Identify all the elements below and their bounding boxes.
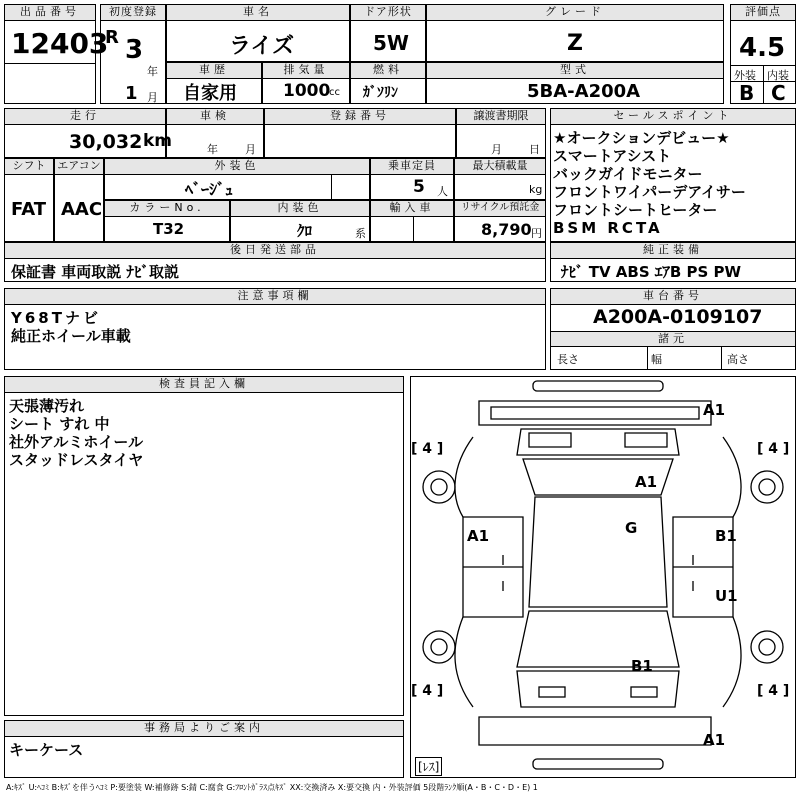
notes-line: Y68Tナビ: [11, 309, 101, 327]
equipment-label: 純正装備: [551, 243, 795, 259]
shift-value: FAT: [11, 199, 47, 220]
reg-month: 1: [125, 83, 138, 104]
transfer-box: [456, 108, 546, 158]
ext-color-box: [104, 158, 370, 200]
tire-rear-right: [ 4 ]: [757, 683, 790, 699]
interior-grade: C: [771, 81, 786, 105]
mileage-label: 走行: [5, 109, 165, 125]
office-box: [4, 720, 404, 778]
inspection-label: 車検: [167, 109, 263, 125]
transfer-month-unit: 月: [491, 143, 502, 156]
lot-label: 出品番号: [5, 5, 95, 21]
specs-label: 諸元: [551, 331, 795, 347]
first-reg-label: 初度登録: [101, 5, 165, 21]
aircon-label: エアコン: [55, 159, 103, 175]
sales-points-box: [550, 108, 796, 242]
mileage-value: 30,032: [69, 131, 143, 153]
door-value: 5W: [373, 31, 409, 55]
grade-value: Z: [567, 31, 583, 56]
chassis-label: 車台番号: [551, 289, 795, 305]
later-parts-box: [4, 242, 546, 282]
exterior-grade: B: [739, 81, 755, 105]
model-label: 型式: [427, 63, 723, 79]
capacity-box: [370, 158, 454, 200]
tire-rear-left: [ 4 ]: [411, 683, 444, 699]
notes-box: [4, 288, 546, 370]
length-label: 長さ: [557, 353, 579, 366]
fuel-label: 燃料: [351, 63, 425, 79]
history-box: [166, 62, 262, 104]
inspector-label: 検査員記入欄: [5, 377, 403, 393]
inspector-box: [4, 376, 404, 716]
car-name-label: 車名: [167, 5, 349, 21]
recycle-unit: 円: [531, 227, 542, 240]
later-parts-value: 保証書 車両取説 ﾅﾋﾞ取説: [11, 263, 179, 281]
later-parts-label: 後日発送部品: [5, 243, 545, 259]
era: R: [105, 27, 119, 48]
equipment-box: [550, 242, 796, 282]
door-box: [350, 4, 426, 62]
width-label: 幅: [651, 353, 662, 366]
capacity-unit: 人: [437, 185, 448, 198]
history-value: 自家用: [183, 83, 237, 104]
equipment-value: ﾅﾋﾞ TV ABS ｴｱB PS PW: [561, 263, 742, 281]
tire-front-left: [ 4 ]: [411, 441, 444, 457]
transfer-label: 譲渡書期限: [457, 109, 545, 125]
model-value: 5BA-A200A: [527, 81, 641, 102]
reg-year: 3: [125, 35, 144, 65]
height-label: 高さ: [727, 353, 749, 366]
shift-box: [4, 158, 54, 242]
mileage-box: [4, 108, 173, 158]
inspection-year-unit: 年: [207, 143, 218, 156]
car-name: ライズ: [229, 34, 295, 59]
damage-mark-right-front-door: B1: [715, 527, 737, 545]
chassis-box: [550, 288, 796, 370]
sales-line: フロントシートヒーター: [553, 201, 718, 219]
max-load-label: 最大積載量: [455, 159, 545, 175]
interior-label: 内装: [767, 69, 789, 82]
int-color-box: [230, 200, 370, 242]
sales-line: BSM RCTA: [553, 219, 663, 237]
chassis-value: A200A-0109107: [593, 306, 763, 328]
spare-tire: [ﾚｽ]: [415, 757, 442, 776]
damage-mark-front: A1: [703, 401, 726, 419]
transfer-day-unit: 日: [529, 143, 540, 156]
recycle-label: リサイクル預託金: [455, 201, 545, 217]
car-diagram: [410, 376, 796, 778]
score-value: 4.5: [739, 33, 786, 63]
max-load-unit: kg: [529, 183, 543, 196]
color-no-box: [104, 200, 230, 242]
inspection-month-unit: 月: [245, 143, 256, 156]
damage-mark-glass: G: [625, 519, 638, 537]
office-label: 事務局よりご案内: [5, 721, 403, 737]
damage-mark-rear-bumper: A1: [703, 731, 726, 749]
mileage-unit: km: [143, 131, 173, 151]
office-value: キーケース: [9, 741, 84, 759]
notes-line: 純正ホイール車載: [11, 327, 131, 345]
ext-color-label: 外装色: [105, 159, 369, 175]
tire-front-right: [ 4 ]: [757, 441, 790, 457]
damage-mark-rear: B1: [631, 657, 653, 675]
damage-mark-right-rear-door: U1: [715, 587, 738, 605]
grade-box: [426, 4, 724, 62]
history-label: 車歴: [167, 63, 261, 79]
exterior-label: 外装: [734, 69, 756, 82]
year-unit: 年: [147, 65, 158, 78]
car-outline: [411, 377, 795, 777]
door-label: ドア形状: [351, 5, 425, 21]
sales-line: ★オークションデビュー★: [553, 129, 730, 147]
fuel-value: ｶﾞｿﾘﾝ: [363, 85, 398, 101]
shift-label: シフト: [5, 159, 53, 175]
color-no-value: T32: [153, 220, 185, 238]
capacity-value: 5: [413, 177, 425, 197]
fuel-box: [350, 62, 426, 104]
sales-line: フロントワイパーデアイサー: [553, 183, 746, 201]
displacement-value: 1000: [283, 81, 331, 101]
displacement-box: [262, 62, 350, 104]
aircon-value: AAC: [61, 199, 103, 220]
reg-no-label: 登録番号: [265, 109, 455, 125]
reg-no-box: [264, 108, 456, 158]
inspector-line: シート すれ 中: [9, 415, 110, 433]
notes-label: 注意事項欄: [5, 289, 545, 305]
displacement-unit: cc: [329, 87, 340, 98]
score-box: [730, 4, 796, 104]
damage-mark-left-door: A1: [467, 527, 490, 545]
sales-line: スマートアシスト: [553, 147, 672, 165]
aircon-box: [54, 158, 104, 242]
import-label: 輸入車: [371, 201, 453, 217]
import-box: [370, 200, 454, 242]
ext-color-value: ﾍﾞｰｼﾞｭ: [185, 180, 234, 199]
damage-mark-hood: A1: [635, 473, 658, 491]
inspector-line: 社外アルミホイール: [9, 433, 144, 451]
first-registration-box: [100, 4, 166, 104]
sales-line: バックガイドモニター: [553, 165, 703, 183]
displacement-label: 排気量: [263, 63, 349, 79]
sales-points-label: セールスポイント: [551, 109, 795, 125]
inspector-line: 天張薄汚れ: [9, 397, 85, 415]
car-name-box: [166, 4, 350, 62]
int-color-unit: 系: [355, 227, 366, 240]
inspection-box: [166, 108, 264, 158]
max-load-box: [454, 158, 546, 200]
lot-box: [4, 4, 109, 104]
legend: A:ｷｽﾞ U:ﾍｺﾐ B:ｷｽﾞを伴うﾍｺﾐ P:要塗装 W:補修跡 S:錆 C:腐食 G:ﾌﾛﾝﾄｶﾞﾗｽ点ｷｽﾞ XX:交換済み X:要交換 内・外装評価 5段階ﾗﾝｸ順(A・B・C・D・E) 1: [6, 783, 538, 792]
inspector-line: スタッドレスタイヤ: [9, 451, 144, 469]
recycle-value: 8,790: [481, 220, 532, 239]
grade-label: グレード: [427, 5, 723, 21]
int-color-label: 内装色: [231, 201, 369, 217]
recycle-box: [454, 200, 546, 242]
color-no-label: カラーNo.: [105, 201, 229, 217]
capacity-label: 乗車定員: [371, 159, 453, 175]
model-box: [426, 62, 724, 104]
int-color-value: ｸﾛ: [297, 222, 313, 240]
score-label: 評価点: [731, 5, 795, 21]
month-unit: 月: [147, 91, 158, 104]
lot-number: 12403: [11, 27, 109, 60]
